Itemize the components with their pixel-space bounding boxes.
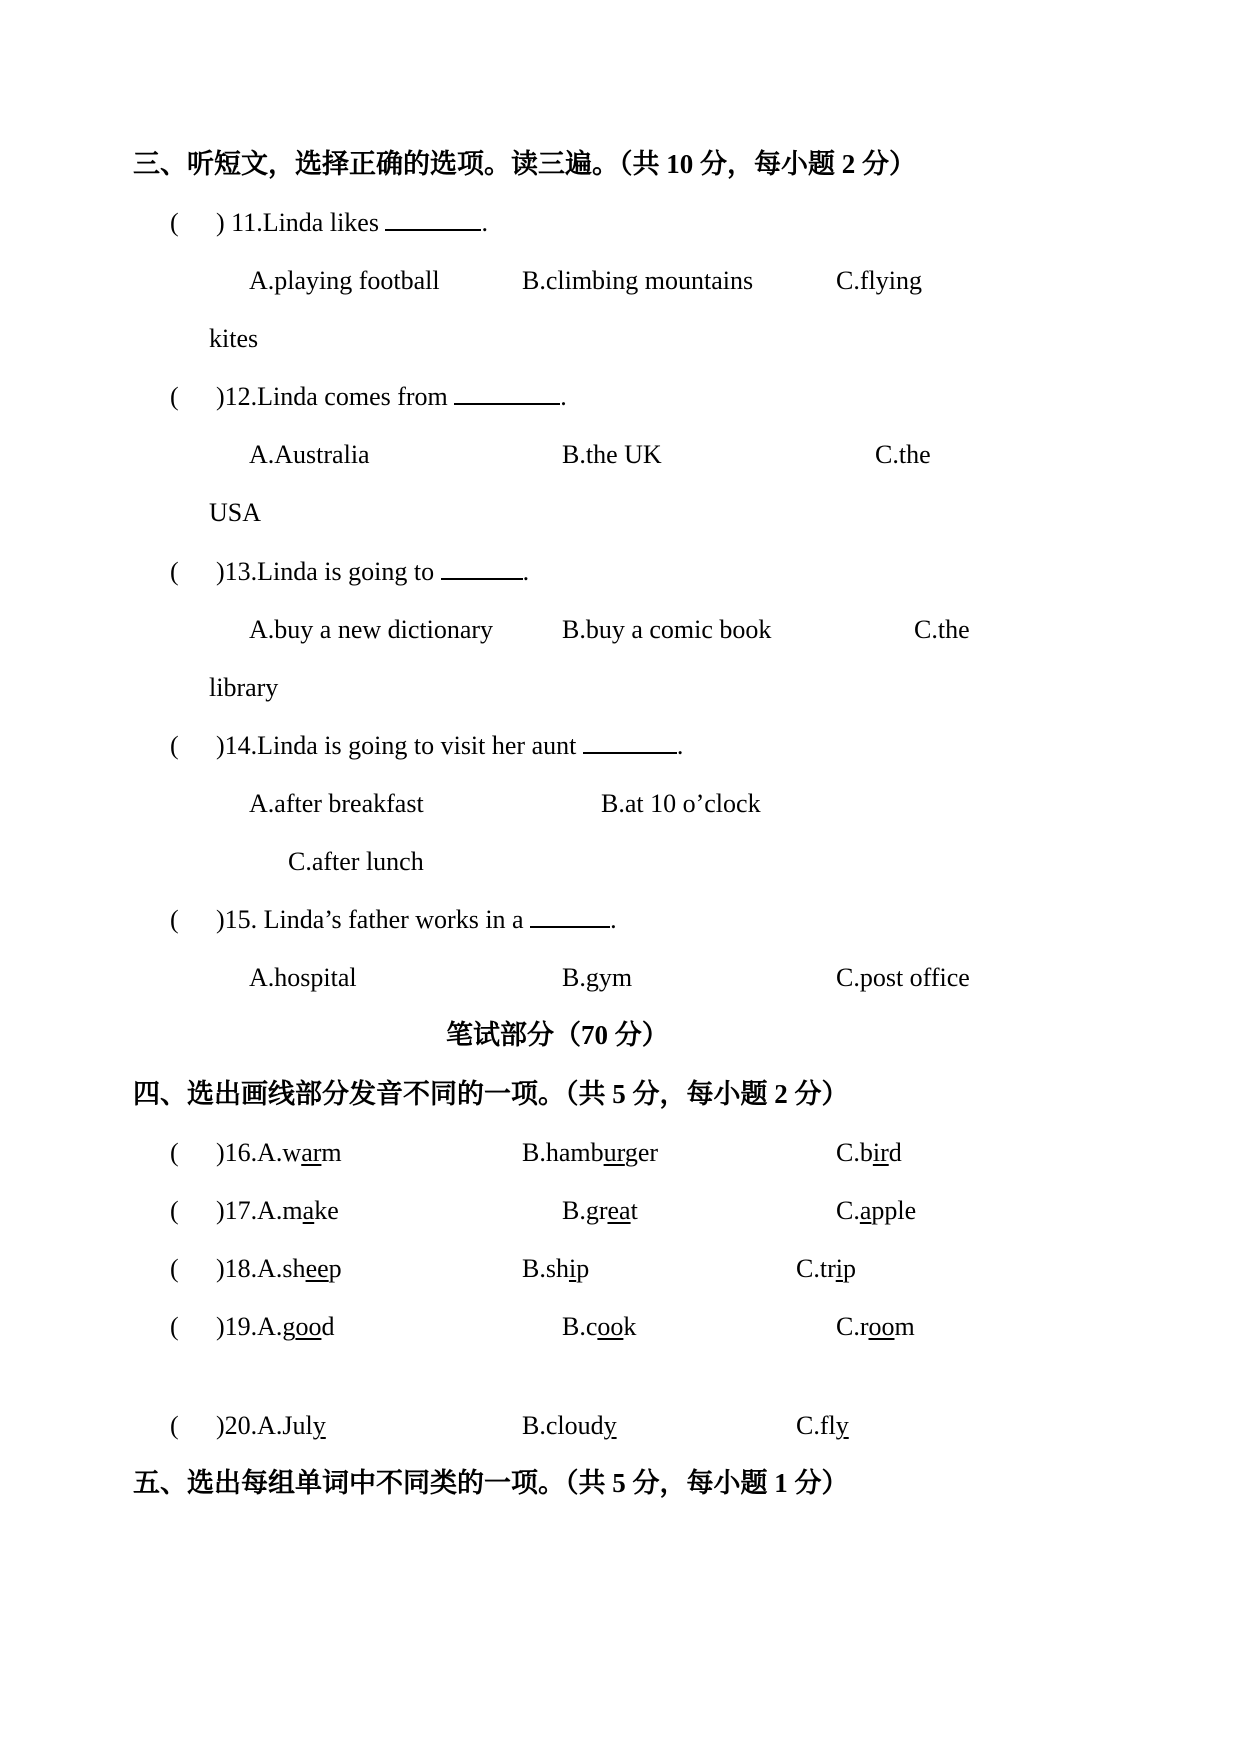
section-5-heading: 五、选出每组单词中不同类的一项。（共 5 分，每小题 1 分） bbox=[133, 1468, 849, 1498]
underlined-letters: ar bbox=[301, 1138, 322, 1167]
option-a: A.buy a new dictionary bbox=[249, 615, 494, 644]
option-b: B.at 10 o’clock bbox=[601, 789, 761, 818]
question-12 bbox=[216, 381, 567, 413]
option-b: B.buy a comic book bbox=[562, 615, 772, 644]
word-part: B.cloud bbox=[522, 1411, 604, 1440]
word-part: d bbox=[321, 1312, 335, 1341]
word-part: m bbox=[894, 1312, 915, 1341]
question-stem: )12.Linda comes from bbox=[216, 382, 448, 411]
underlined-letters: a bbox=[859, 1196, 872, 1225]
word-part: ke bbox=[314, 1196, 339, 1225]
question-stem: ) 11.Linda likes bbox=[216, 208, 379, 237]
option-c bbox=[836, 1311, 915, 1343]
question-stem: )15. Linda’s father works in a bbox=[216, 905, 524, 934]
option-c bbox=[796, 1410, 849, 1442]
option-a bbox=[216, 1253, 342, 1285]
word-part: B.c bbox=[562, 1312, 598, 1341]
underlined-letters: ee bbox=[305, 1254, 329, 1283]
option-a bbox=[216, 1410, 326, 1442]
stem-end: . bbox=[481, 208, 488, 237]
written-part-title: 笔试部分（70 分） bbox=[446, 1020, 669, 1050]
underlined-letters: y bbox=[835, 1411, 849, 1440]
option-c bbox=[836, 1137, 902, 1169]
question-15 bbox=[216, 904, 617, 936]
option-c: C.after lunch bbox=[288, 847, 424, 876]
option-b bbox=[562, 1311, 636, 1343]
section-4-heading: 四、选出画线部分发音不同的一项。（共 5 分，每小题 2 分） bbox=[133, 1079, 849, 1109]
option-b bbox=[522, 1253, 589, 1285]
question-13 bbox=[216, 556, 529, 588]
answer-paren[interactable]: ( bbox=[170, 382, 179, 411]
underlined-letters: y bbox=[312, 1411, 326, 1440]
stem-end: . bbox=[560, 382, 567, 411]
answer-paren[interactable]: ( bbox=[170, 1411, 179, 1440]
option-a: A.playing football bbox=[249, 266, 440, 295]
word-part: C.r bbox=[836, 1312, 869, 1341]
underlined-letters: i bbox=[568, 1254, 577, 1283]
option-c-wrap: USA bbox=[209, 498, 262, 527]
stem-end: . bbox=[522, 557, 530, 586]
option-c bbox=[796, 1253, 856, 1285]
option-a: A.after breakfast bbox=[249, 789, 424, 818]
word-part: p bbox=[842, 1254, 856, 1283]
answer-paren[interactable]: ( bbox=[170, 1254, 179, 1283]
word-part: C.fl bbox=[796, 1411, 836, 1440]
word-part: C.b bbox=[836, 1138, 873, 1167]
underlined-letters: y bbox=[603, 1411, 617, 1440]
option-a bbox=[216, 1311, 334, 1343]
section-3-heading: 三、听短文，选择正确的选项。读三遍。（共 10 分，每小题 2 分） bbox=[133, 149, 916, 179]
underlined-letters: oo bbox=[597, 1312, 624, 1341]
option-a bbox=[216, 1137, 342, 1169]
word-part: ger bbox=[624, 1138, 659, 1167]
question-11 bbox=[216, 207, 488, 239]
underlined-letters: a bbox=[302, 1196, 315, 1225]
word-part: )16.A.w bbox=[216, 1138, 302, 1167]
stem-end: . bbox=[676, 731, 684, 760]
word-part: )18.A.sh bbox=[216, 1254, 306, 1283]
word-part: )17.A.m bbox=[216, 1196, 303, 1225]
question-14 bbox=[216, 730, 683, 762]
option-a bbox=[216, 1195, 339, 1227]
answer-blank bbox=[441, 556, 523, 580]
question-stem: )14.Linda is going to visit her aunt bbox=[216, 731, 577, 760]
option-b: B.the UK bbox=[562, 440, 662, 469]
option-c: C.flying bbox=[836, 266, 922, 295]
answer-paren[interactable]: ( bbox=[170, 905, 179, 934]
option-b bbox=[522, 1137, 658, 1169]
word-part: k bbox=[623, 1312, 637, 1341]
option-b: B.climbing mountains bbox=[522, 266, 754, 295]
answer-paren[interactable]: ( bbox=[170, 1138, 179, 1167]
word-part: B.hamb bbox=[522, 1138, 604, 1167]
answer-paren[interactable]: ( bbox=[170, 208, 179, 237]
word-part: C. bbox=[836, 1196, 860, 1225]
word-part: )19.A.g bbox=[216, 1312, 296, 1341]
answer-paren[interactable]: ( bbox=[170, 1196, 179, 1225]
word-part: m bbox=[321, 1138, 342, 1167]
word-part: B.gr bbox=[562, 1196, 608, 1225]
stem-end: . bbox=[610, 905, 617, 934]
underlined-letters: ur bbox=[603, 1138, 625, 1167]
word-part: t bbox=[630, 1196, 638, 1225]
underlined-letters: oo bbox=[295, 1312, 322, 1341]
answer-blank bbox=[530, 904, 610, 928]
underlined-letters: i bbox=[835, 1254, 843, 1283]
option-b bbox=[562, 1195, 638, 1227]
option-c: C.the bbox=[875, 440, 931, 469]
answer-blank bbox=[583, 730, 677, 754]
answer-blank bbox=[454, 381, 560, 405]
question-stem: )13.Linda is going to bbox=[216, 557, 435, 586]
underlined-letters: ir bbox=[872, 1138, 889, 1167]
underlined-letters: oo bbox=[868, 1312, 895, 1341]
option-c: C.the bbox=[914, 615, 970, 644]
word-part: )20.A.Jul bbox=[216, 1411, 313, 1440]
option-c-wrap: kites bbox=[209, 324, 259, 353]
answer-paren[interactable]: ( bbox=[170, 557, 179, 586]
option-c: C.post office bbox=[836, 963, 970, 992]
option-a: A.hospital bbox=[249, 963, 357, 992]
answer-blank bbox=[385, 207, 481, 231]
word-part: d bbox=[888, 1138, 902, 1167]
option-a: A.Australia bbox=[249, 440, 370, 469]
answer-paren[interactable]: ( bbox=[170, 1312, 179, 1341]
word-part: B.sh bbox=[522, 1254, 569, 1283]
option-b: B.gym bbox=[562, 963, 633, 992]
option-b bbox=[522, 1410, 617, 1442]
option-c-wrap: library bbox=[209, 673, 279, 702]
word-part: C.tr bbox=[796, 1254, 836, 1283]
answer-paren[interactable]: ( bbox=[170, 731, 179, 760]
option-c bbox=[836, 1195, 916, 1227]
word-part: p bbox=[576, 1254, 590, 1283]
word-part: p bbox=[328, 1254, 342, 1283]
underlined-letters: ea bbox=[607, 1196, 631, 1225]
word-part: pple bbox=[871, 1196, 917, 1225]
